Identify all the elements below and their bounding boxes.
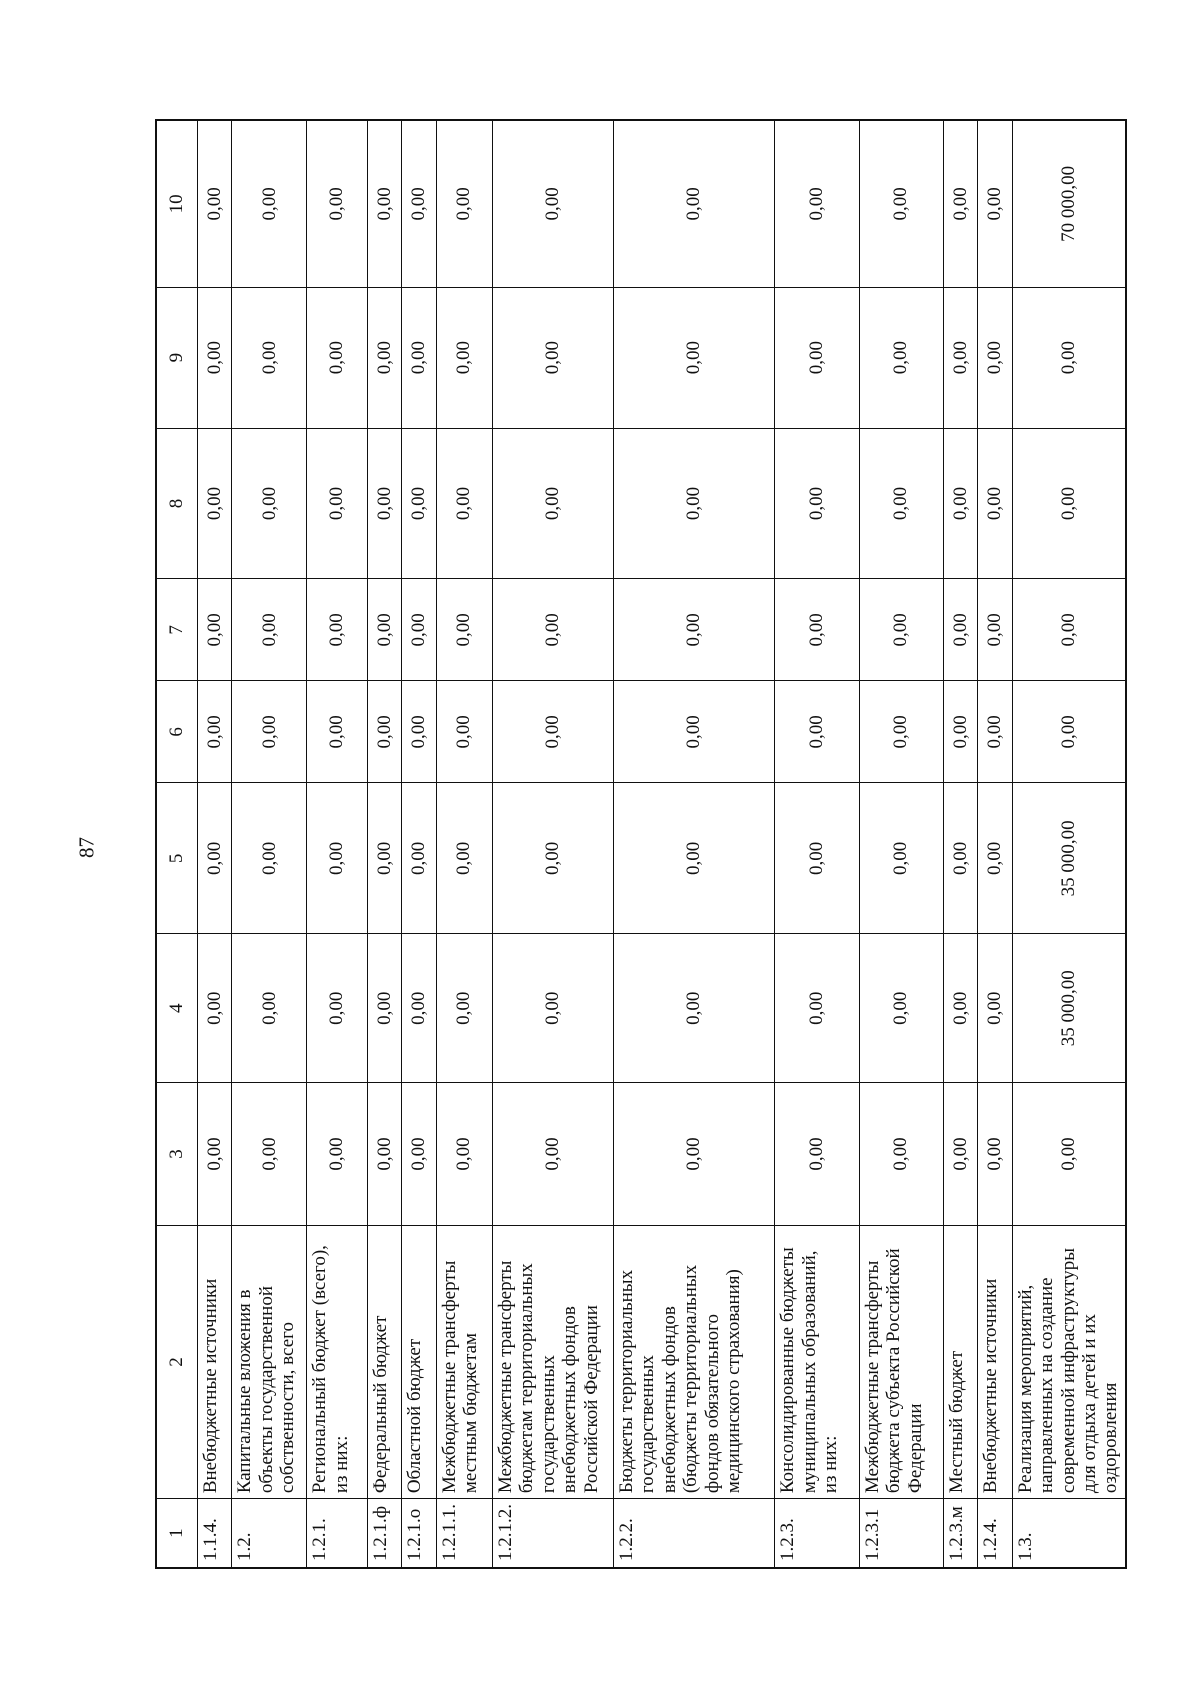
table-row (367, 120, 401, 1568)
row-name: Региональный бюджет (всего), из них: (309, 1245, 352, 1494)
value-cell: 0,00 (492, 934, 613, 1083)
table-row (978, 120, 1012, 1568)
row-name-cell (307, 1225, 367, 1498)
table-row (232, 120, 307, 1568)
value-cell: 0,00 (436, 120, 492, 287)
value-cell: 0,00 (402, 287, 436, 428)
value-cell: 0,00 (232, 681, 307, 783)
value-cell: 0,00 (436, 1083, 492, 1226)
value-cell: 0,00 (775, 1083, 859, 1226)
page-number: 87 (74, 837, 99, 858)
row-name: Межбюджетные трансферты местным бюджетам (438, 1260, 482, 1494)
row-name: Межбюджетные трансферты бюджета субъекта Российской Федерации (861, 1248, 926, 1494)
table-row (775, 120, 859, 1568)
value-cell: 0,00 (492, 1083, 613, 1226)
column-header: 6 (156, 681, 198, 783)
row-code: 1.2.2. (613, 1499, 775, 1568)
value-cell: 35 000,00 (1012, 934, 1126, 1083)
row-name-cell (978, 1225, 1012, 1498)
value-cell: 0,00 (492, 120, 613, 287)
row-code: 1.2.3.м (943, 1499, 977, 1568)
table-row (307, 120, 367, 1568)
value-cell: 0,00 (1012, 1083, 1126, 1226)
value-cell: 0,00 (943, 934, 977, 1083)
value-cell: 0,00 (198, 681, 232, 783)
row-code: 1.2.1.ф (367, 1499, 401, 1568)
value-cell: 0,00 (232, 1083, 307, 1226)
column-header: 7 (156, 579, 198, 681)
value-cell: 0,00 (402, 1083, 436, 1226)
value-cell: 0,00 (367, 579, 401, 681)
table-header-row (156, 120, 198, 1568)
table-row (492, 120, 613, 1568)
column-header: 3 (156, 1083, 198, 1226)
value-cell: 0,00 (1012, 428, 1126, 579)
row-name-cell (232, 1225, 307, 1498)
value-cell: 0,00 (978, 428, 1012, 579)
value-cell: 0,00 (198, 428, 232, 579)
value-cell: 0,00 (367, 120, 401, 287)
column-header: 8 (156, 428, 198, 579)
value-cell: 0,00 (859, 579, 943, 681)
value-cell: 0,00 (613, 681, 775, 783)
value-cell: 0,00 (943, 1083, 977, 1226)
value-cell: 0,00 (775, 681, 859, 783)
value-cell: 0,00 (436, 934, 492, 1083)
value-cell: 0,00 (367, 934, 401, 1083)
value-cell: 0,00 (978, 120, 1012, 287)
row-code: 1.3. (1012, 1499, 1126, 1568)
value-cell: 0,00 (613, 579, 775, 681)
row-code: 1.2.4. (978, 1499, 1012, 1568)
value-cell: 0,00 (367, 783, 401, 934)
value-cell: 0,00 (367, 681, 401, 783)
row-name: Капитальные вложения в объекты государственной собственности, всего (234, 1286, 299, 1494)
row-code: 1.2. (232, 1499, 307, 1568)
value-cell: 0,00 (367, 287, 401, 428)
value-cell: 0,00 (978, 681, 1012, 783)
row-name-cell (492, 1225, 613, 1498)
value-cell: 0,00 (943, 428, 977, 579)
value-cell: 0,00 (943, 287, 977, 428)
row-name-cell (1012, 1225, 1126, 1498)
value-cell: 0,00 (613, 934, 775, 1083)
table-row (436, 120, 492, 1568)
value-cell: 0,00 (402, 681, 436, 783)
value-cell: 0,00 (492, 287, 613, 428)
value-cell: 0,00 (943, 681, 977, 783)
value-cell: 0,00 (307, 120, 367, 287)
value-cell: 0,00 (232, 287, 307, 428)
value-cell: 0,00 (436, 783, 492, 934)
row-name: Реализация мероприятий, направленных на создание современной инфраструктуры для отдыха детей и их оздоровления (1014, 1248, 1122, 1494)
value-cell: 0,00 (1012, 287, 1126, 428)
row-name: Федеральный бюджет (369, 1315, 391, 1494)
column-header: 10 (156, 120, 198, 287)
row-name: Местный бюджет (945, 1350, 967, 1494)
table-row (198, 120, 232, 1568)
table-row (1012, 120, 1126, 1568)
row-code: 1.2.1.о (402, 1499, 436, 1568)
table-row (613, 120, 775, 1568)
value-cell: 0,00 (198, 287, 232, 428)
value-cell: 0,00 (232, 783, 307, 934)
row-name: Областной бюджет (404, 1338, 426, 1494)
value-cell: 0,00 (492, 579, 613, 681)
value-cell: 0,00 (859, 120, 943, 287)
value-cell: 0,00 (859, 428, 943, 579)
value-cell: 0,00 (978, 579, 1012, 681)
value-cell: 0,00 (402, 579, 436, 681)
value-cell: 0,00 (307, 934, 367, 1083)
column-header: 9 (156, 287, 198, 428)
value-cell: 0,00 (613, 120, 775, 287)
value-cell: 0,00 (775, 783, 859, 934)
value-cell: 0,00 (198, 783, 232, 934)
column-header: 2 (156, 1225, 198, 1498)
value-cell: 0,00 (307, 579, 367, 681)
row-name-cell (943, 1225, 977, 1498)
value-cell: 0,00 (307, 783, 367, 934)
row-name-cell (613, 1225, 775, 1498)
value-cell: 0,00 (198, 934, 232, 1083)
budget-table-wrapper (155, 119, 1127, 1569)
row-code: 1.1.4. (198, 1499, 232, 1568)
table-row (943, 120, 977, 1568)
row-name: Бюджеты территориальных государственных внебюджетных фондов (бюджеты территориальных фондов обязательного медицинского страхования) (615, 1264, 745, 1494)
value-cell: 0,00 (978, 934, 1012, 1083)
value-cell: 0,00 (198, 1083, 232, 1226)
row-code: 1.2.1.1. (436, 1499, 492, 1568)
value-cell: 0,00 (307, 1083, 367, 1226)
value-cell: 0,00 (492, 681, 613, 783)
value-cell: 0,00 (402, 120, 436, 287)
value-cell: 0,00 (978, 783, 1012, 934)
value-cell: 0,00 (492, 783, 613, 934)
row-code: 1.2.3.1 (859, 1499, 943, 1568)
value-cell: 0,00 (978, 287, 1012, 428)
value-cell: 0,00 (613, 428, 775, 579)
value-cell: 0,00 (492, 428, 613, 579)
value-cell: 0,00 (943, 120, 977, 287)
value-cell: 0,00 (367, 1083, 401, 1226)
value-cell: 35 000,00 (1012, 783, 1126, 934)
value-cell: 0,00 (613, 783, 775, 934)
row-name-cell (775, 1225, 859, 1498)
row-name: Консолидированные бюджеты муниципальных образований, из них: (777, 1247, 842, 1494)
column-header: 1 (156, 1499, 198, 1568)
value-cell: 0,00 (232, 934, 307, 1083)
row-name-cell (367, 1225, 401, 1498)
row-code: 1.2.3. (775, 1499, 859, 1568)
column-header: 4 (156, 934, 198, 1083)
row-name: Внебюджетные источники (200, 1278, 221, 1494)
row-name-cell (436, 1225, 492, 1498)
value-cell: 0,00 (307, 681, 367, 783)
table-body (198, 120, 1127, 1568)
table-row (402, 120, 436, 1568)
value-cell: 0,00 (775, 428, 859, 579)
value-cell: 0,00 (198, 579, 232, 681)
column-header: 5 (156, 783, 198, 934)
row-code: 1.2.1.2. (492, 1499, 613, 1568)
value-cell: 0,00 (613, 287, 775, 428)
row-name: Внебюджетные источники (980, 1278, 1002, 1494)
value-cell: 0,00 (367, 428, 401, 579)
value-cell: 70 000,00 (1012, 120, 1126, 287)
value-cell: 0,00 (943, 579, 977, 681)
table-row (859, 120, 943, 1568)
value-cell: 0,00 (307, 287, 367, 428)
value-cell: 0,00 (859, 681, 943, 783)
value-cell: 0,00 (232, 120, 307, 287)
value-cell: 0,00 (198, 120, 232, 287)
value-cell: 0,00 (1012, 579, 1126, 681)
budget-table (155, 119, 1127, 1569)
row-name-cell (402, 1225, 436, 1498)
value-cell: 0,00 (775, 934, 859, 1083)
value-cell: 0,00 (307, 428, 367, 579)
value-cell: 0,00 (859, 287, 943, 428)
value-cell: 0,00 (1012, 681, 1126, 783)
value-cell: 0,00 (859, 934, 943, 1083)
row-code: 1.2.1. (307, 1499, 367, 1568)
value-cell: 0,00 (402, 428, 436, 579)
value-cell: 0,00 (859, 1083, 943, 1226)
value-cell: 0,00 (436, 579, 492, 681)
value-cell: 0,00 (978, 1083, 1012, 1226)
value-cell: 0,00 (859, 783, 943, 934)
value-cell: 0,00 (613, 1083, 775, 1226)
value-cell: 0,00 (775, 120, 859, 287)
value-cell: 0,00 (775, 287, 859, 428)
value-cell: 0,00 (402, 783, 436, 934)
value-cell: 0,00 (232, 579, 307, 681)
row-name: Межбюджетные трансферты бюджетам территориальных государственных внебюджетных фондов Российской Федерации (494, 1260, 602, 1494)
value-cell: 0,00 (232, 428, 307, 579)
row-name-cell (198, 1225, 232, 1498)
value-cell: 0,00 (402, 934, 436, 1083)
value-cell: 0,00 (436, 428, 492, 579)
value-cell: 0,00 (436, 681, 492, 783)
value-cell: 0,00 (775, 579, 859, 681)
value-cell: 0,00 (943, 783, 977, 934)
value-cell: 0,00 (436, 287, 492, 428)
row-name-cell (859, 1225, 943, 1498)
